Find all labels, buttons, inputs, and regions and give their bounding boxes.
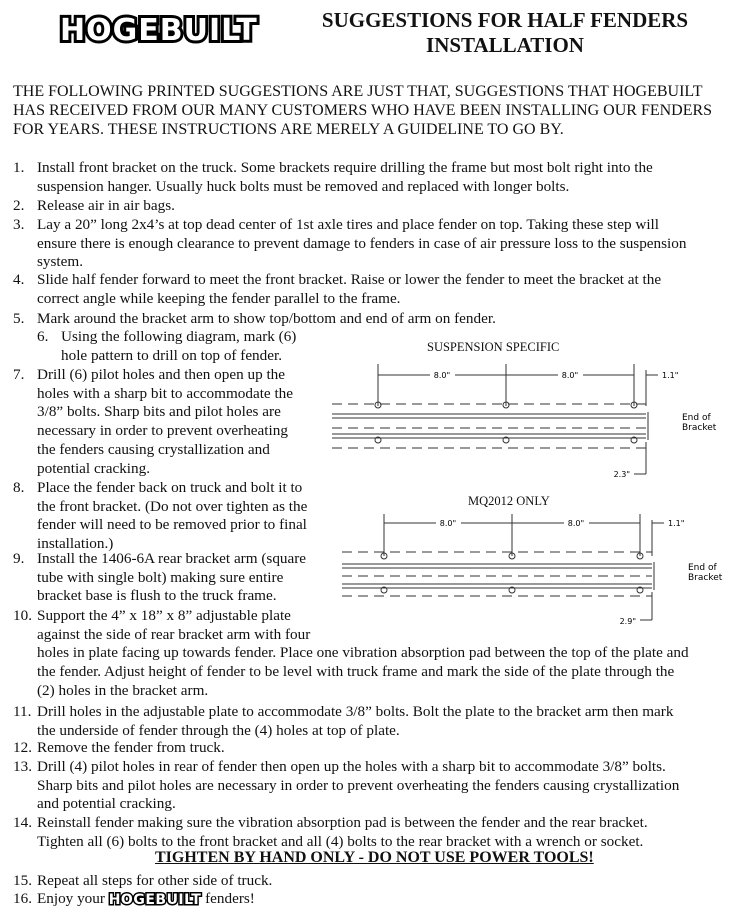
step-text: bracket base is flush to the truck frame. bbox=[37, 587, 277, 605]
step-text: fender will need to be removed prior to final bbox=[37, 516, 307, 534]
step-number: 1. bbox=[13, 159, 25, 176]
step-text: Install the 1406-6A rear bracket arm (square bbox=[37, 550, 307, 567]
step-text: suspension hanger. Usually huck bolts must be removed and replaced with longer bolts. bbox=[37, 177, 570, 195]
step-number: 7. bbox=[13, 366, 25, 383]
power-tools-warning: TIGHTEN BY HAND ONLY - DO NOT USE POWER TOOLS! bbox=[155, 849, 594, 866]
end-of-bracket-label-2: Bracket bbox=[682, 423, 717, 433]
step-number: 8. bbox=[13, 479, 25, 496]
step-text: Sharp bits and pilot holes are necessary in order to prevent overheating the fenders causing crystallization bbox=[37, 776, 680, 794]
hogebuilt-logo: HOGEBUILT bbox=[60, 13, 258, 48]
step-text: the underside of fender through the (4) holes at top of plate. bbox=[37, 721, 400, 739]
step-text: hole pattern to drill on top of fender. bbox=[61, 346, 283, 364]
end-of-bracket-label-2: Bracket bbox=[688, 573, 723, 583]
dim-2-9: 2.9" bbox=[619, 617, 636, 626]
step-text: the fenders causing crystallization and bbox=[37, 440, 270, 458]
step-text: installation.) bbox=[37, 535, 114, 553]
step-text: Mark around the bracket arm to show top/bottom and end of arm on fender. bbox=[37, 310, 496, 327]
step-text: Drill holes in the adjustable plate to accommodate 3/8” bolts. Bolt the plate to the bracket arm then mark bbox=[37, 703, 674, 720]
step-text: Lay a 20” long 2x4’s at top dead center of 1st axle tires and place fender on top. Taking these step will bbox=[37, 216, 659, 233]
step-text: potential cracking. bbox=[37, 459, 151, 477]
step-text: Drill (4) pilot holes in rear of fender then open up the holes with a sharp bit to accommodate 3/8” bolts. bbox=[37, 758, 666, 775]
hogebuilt-inline-logo: HOGEBUILT bbox=[108, 892, 202, 908]
step-text: 3/8” bolts. Sharp bits and pilot holes are bbox=[37, 403, 281, 421]
step-text: Remove the fender from truck. bbox=[37, 739, 225, 756]
step-text: correct angle while keeping the fender parallel to the frame. bbox=[37, 289, 401, 307]
step-text: the front bracket. (Do not over tighten as the bbox=[37, 497, 308, 515]
step-text: Place the fender back on truck and bolt it to bbox=[37, 479, 303, 496]
dim-2-3: 2.3" bbox=[613, 470, 630, 479]
step-number: 3. bbox=[13, 216, 25, 233]
step-text: Using the following diagram, mark (6) bbox=[61, 328, 297, 345]
step-number: 4. bbox=[13, 271, 25, 288]
step-number: 14. bbox=[13, 814, 32, 831]
step-text: ensure there is enough clearance to prevent damage to fenders in case of air pressure loss to the suspension bbox=[37, 234, 687, 252]
dim-8-0-a: 8.0" bbox=[433, 371, 451, 380]
step-text: Enjoy your HOGEBUILT fenders! bbox=[37, 890, 255, 908]
step-number: 16. bbox=[13, 890, 32, 907]
step-number: 15. bbox=[13, 872, 32, 889]
step-text: (2) holes in the bracket arm. bbox=[37, 681, 209, 699]
step-number: 5. bbox=[13, 310, 25, 327]
step-number: 9. bbox=[13, 550, 25, 567]
step-text: Tighten all (6) bolts to the front bracket and all (4) bolts to the rear bracket with a wrench or socket. bbox=[37, 832, 644, 850]
dim-8-0-b: 8.0" bbox=[567, 519, 585, 528]
title-line-2: INSTALLATION bbox=[426, 33, 584, 57]
step-text: Slide half fender forward to meet the front bracket. Raise or lower the fender to meet the bracket at the bbox=[37, 271, 662, 288]
step-text: and potential cracking. bbox=[37, 795, 176, 813]
step-text: the fender. Adjust height of fender to be level with truck frame and mark the side of the plate through the bbox=[37, 663, 675, 681]
step-number: 10. bbox=[13, 607, 32, 624]
step-number: 13. bbox=[13, 758, 32, 775]
end-of-bracket-label-1: End of bbox=[682, 413, 711, 423]
end-of-bracket-label-1: End of bbox=[688, 563, 717, 573]
step-text: against the side of rear bracket arm with four bbox=[37, 625, 311, 643]
step-number: 6. bbox=[37, 328, 49, 345]
step-number: 2. bbox=[13, 197, 25, 214]
diagram-mq2012 bbox=[340, 512, 735, 630]
step-text: Release air in air bags. bbox=[37, 197, 175, 214]
step-text: necessary in order to prevent overheating bbox=[37, 422, 288, 440]
intro-paragraph: THE FOLLOWING PRINTED SUGGESTIONS ARE JUST THAT, SUGGESTIONS THAT HOGEBUILT HAS RECEIVED FROM OUR MANY CUSTOMERS WHO HAVE BEEN INSTALLING OUR FENDERS FOR YEARS. THESE INSTRUCTIONS ARE MERELY A GUIDELINE TO GO BY. bbox=[13, 83, 713, 138]
step-text: Install front bracket on the truck. Some brackets require drilling the frame but most bolt right into the bbox=[37, 159, 653, 176]
step-text: Reinstall fender making sure the vibration absorption pad is between the fender and the rear bracket. bbox=[37, 814, 648, 831]
step-text: system. bbox=[37, 253, 83, 271]
page-title bbox=[295, 8, 715, 58]
dim-1-1: 1.1" bbox=[662, 371, 679, 380]
diagram-1-title: SUSPENSION SPECIFIC bbox=[427, 340, 560, 354]
step-text: holes with a sharp bit to accommodate the bbox=[37, 384, 294, 402]
step-number: 12. bbox=[13, 739, 32, 756]
step-text: Repeat all steps for other side of truck. bbox=[37, 872, 273, 889]
step-text: holes in plate facing up towards fender. Place one vibration absorption pad between the top of the plate and bbox=[37, 644, 689, 662]
step-text: tube with single bolt) making sure entire bbox=[37, 568, 284, 586]
diagram-suspension-specific bbox=[330, 362, 730, 480]
step-text: Support the 4” x 18” x 8” adjustable plate bbox=[37, 607, 291, 624]
dim-1-1: 1.1" bbox=[668, 519, 685, 528]
title-line-1: SUGGESTIONS FOR HALF FENDERS bbox=[321, 8, 689, 32]
dim-8-0-a: 8.0" bbox=[439, 519, 457, 528]
step-text: Drill (6) pilot holes and then open up the bbox=[37, 366, 286, 383]
dim-8-0-b: 8.0" bbox=[561, 371, 579, 380]
step-number: 11. bbox=[13, 703, 32, 720]
diagram-2-title: MQ2012 ONLY bbox=[468, 494, 550, 508]
